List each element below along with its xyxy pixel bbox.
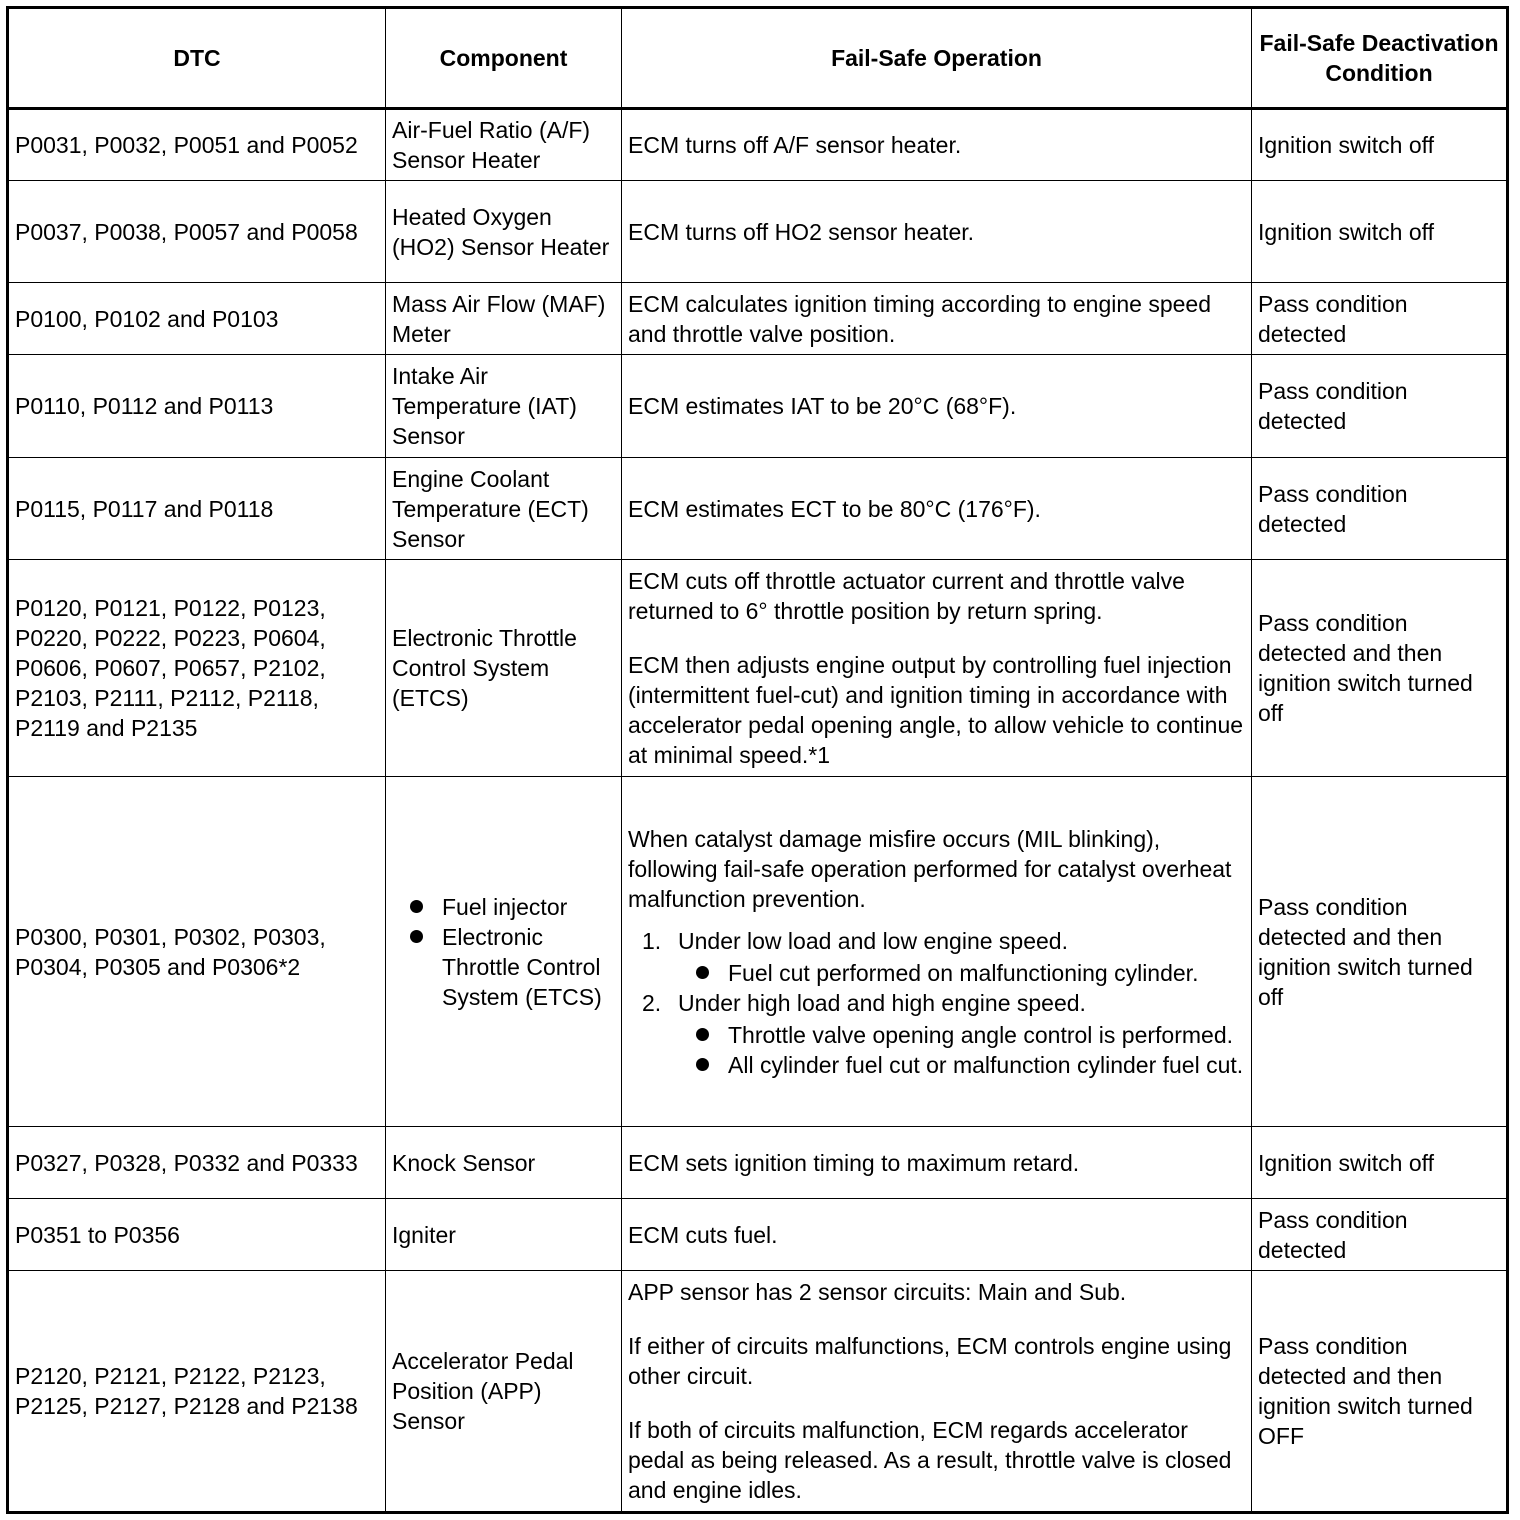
component-cell: Intake Air Temperature (IAT) Sensor: [386, 355, 622, 458]
operation-paragraph: If either of circuits malfunctions, ECM controls engine using other circuit.: [628, 1333, 1232, 1389]
operation-cell: ECM turns off HO2 sensor heater.: [622, 181, 1252, 283]
operation-cell: ECM sets ignition timing to maximum retard.: [622, 1127, 1252, 1199]
operation-cell: ECM estimates IAT to be 20°C (68°F).: [622, 355, 1252, 458]
deactivation-cell: Pass condition detected: [1252, 283, 1508, 355]
dtc-cell: P2120, P2121, P2122, P2123, P2125, P2127, P2128 and P2138: [8, 1271, 386, 1513]
operation-paragraph: If both of circuits malfunction, ECM regards accelerator pedal as being released. As a result, throttle valve is closed and engine idles.: [628, 1417, 1232, 1503]
component-list-item: Electronic Throttle Control System (ETCS): [442, 922, 615, 1012]
bullet-icon: [696, 966, 709, 979]
deactivation-cell: Ignition switch off: [1252, 181, 1508, 283]
deactivation-cell: Pass condition detected: [1252, 1199, 1508, 1271]
table-row: [8, 109, 1508, 181]
dtc-cell: P0300, P0301, P0302, P0303, P0304, P0305 and P0306*2: [8, 777, 386, 1127]
dtc-cell: P0115, P0117 and P0118: [8, 458, 386, 560]
deactivation-cell: Pass condition detected and then ignition switch turned OFF: [1252, 1271, 1508, 1513]
step-bullets: [678, 1020, 1245, 1080]
table-row: [8, 1127, 1508, 1199]
table-row: [8, 1199, 1508, 1271]
header-fail-safe-operation: Fail-Safe Operation: [622, 8, 1252, 109]
step-text: Under high load and high engine speed.: [678, 989, 1086, 1016]
bullet-icon: [410, 900, 423, 913]
step-bullets: [678, 958, 1245, 988]
component-cell: Air-Fuel Ratio (A/F) Sensor Heater: [386, 109, 622, 181]
header-row: [8, 8, 1508, 109]
component-list: [392, 892, 615, 1012]
operation-cell: ECM calculates ignition timing according to engine speed and throttle valve position.: [622, 283, 1252, 355]
step-bullet: All cylinder fuel cut or malfunction cylinder fuel cut.: [728, 1050, 1245, 1080]
component-list-item: Fuel injector: [442, 892, 615, 922]
operation-cell: [622, 777, 1252, 1127]
step-number: 1.: [642, 927, 662, 954]
step-bullet: Throttle valve opening angle control is performed.: [728, 1020, 1245, 1050]
component-cell: Heated Oxygen (HO2) Sensor Heater: [386, 181, 622, 283]
deactivation-cell: Pass condition detected and then ignition switch turned off: [1252, 560, 1508, 777]
bullet-icon: [410, 930, 423, 943]
operation-intro: When catalyst damage misfire occurs (MIL blinking), following fail-safe operation performed for catalyst overheat malfunction prevention.: [628, 825, 1232, 912]
table-row: [8, 181, 1508, 283]
table-row: [8, 560, 1508, 777]
table-row: [8, 777, 1508, 1127]
operation-cell: [622, 560, 1252, 777]
deactivation-cell: Pass condition detected: [1252, 458, 1508, 560]
step-text: Under low load and low engine speed.: [678, 927, 1068, 954]
table-row: [8, 355, 1508, 458]
step-bullet: Fuel cut performed on malfunctioning cylinder.: [728, 958, 1245, 988]
step-number: 2.: [642, 989, 662, 1016]
header-component: Component: [386, 8, 622, 109]
component-cell: Engine Coolant Temperature (ECT) Sensor: [386, 458, 622, 560]
component-cell: Electronic Throttle Control System (ETCS): [386, 560, 622, 777]
operation-paragraph: ECM cuts off throttle actuator current and throttle valve returned to 6° throttle position by return spring.: [628, 568, 1185, 624]
component-cell: Accelerator Pedal Position (APP) Sensor: [386, 1271, 622, 1513]
component-cell: Knock Sensor: [386, 1127, 622, 1199]
operation-cell: ECM turns off A/F sensor heater.: [622, 109, 1252, 181]
fail-safe-table: [6, 6, 1509, 1514]
dtc-cell: P0120, P0121, P0122, P0123, P0220, P0222, P0223, P0604, P0606, P0607, P0657, P2102, P2103, P2111, P2112, P2118, P2119 and P2135: [8, 560, 386, 777]
deactivation-cell: Ignition switch off: [1252, 109, 1508, 181]
dtc-cell: P0327, P0328, P0332 and P0333: [8, 1127, 386, 1199]
operation-cell: [622, 1271, 1252, 1513]
deactivation-cell: Ignition switch off: [1252, 1127, 1508, 1199]
table-row: [8, 1271, 1508, 1513]
table-row: [8, 458, 1508, 560]
operation-paragraph: APP sensor has 2 sensor circuits: Main and Sub.: [628, 1279, 1127, 1305]
operation-paragraph: ECM then adjusts engine output by controlling fuel injection (intermittent fuel-cut) and ignition timing in accordance with accelerator pedal opening angle, to allow vehicle to continue at minimal speed.*1: [628, 652, 1244, 768]
bullet-icon: [696, 1058, 709, 1071]
dtc-cell: P0110, P0112 and P0113: [8, 355, 386, 458]
header-deactivation-condition: Fail-Safe Deactivation Condition: [1252, 8, 1508, 109]
operation-cell: ECM cuts fuel.: [622, 1199, 1252, 1271]
dtc-cell: P0351 to P0356: [8, 1199, 386, 1271]
operation-step: [642, 926, 1245, 988]
dtc-cell: P0037, P0038, P0057 and P0058: [8, 181, 386, 283]
component-cell: Igniter: [386, 1199, 622, 1271]
dtc-cell: P0031, P0032, P0051 and P0052: [8, 109, 386, 181]
table-row: [8, 283, 1508, 355]
component-cell: Mass Air Flow (MAF) Meter: [386, 283, 622, 355]
deactivation-cell: Pass condition detected: [1252, 355, 1508, 458]
bullet-icon: [696, 1028, 709, 1041]
operation-step: [642, 988, 1245, 1080]
component-cell: [386, 777, 622, 1127]
dtc-cell: P0100, P0102 and P0103: [8, 283, 386, 355]
operation-steps: [628, 926, 1245, 1080]
deactivation-cell: Pass condition detected and then ignition switch turned off: [1252, 777, 1508, 1127]
operation-cell: ECM estimates ECT to be 80°C (176°F).: [622, 458, 1252, 560]
header-dtc: DTC: [8, 8, 386, 109]
